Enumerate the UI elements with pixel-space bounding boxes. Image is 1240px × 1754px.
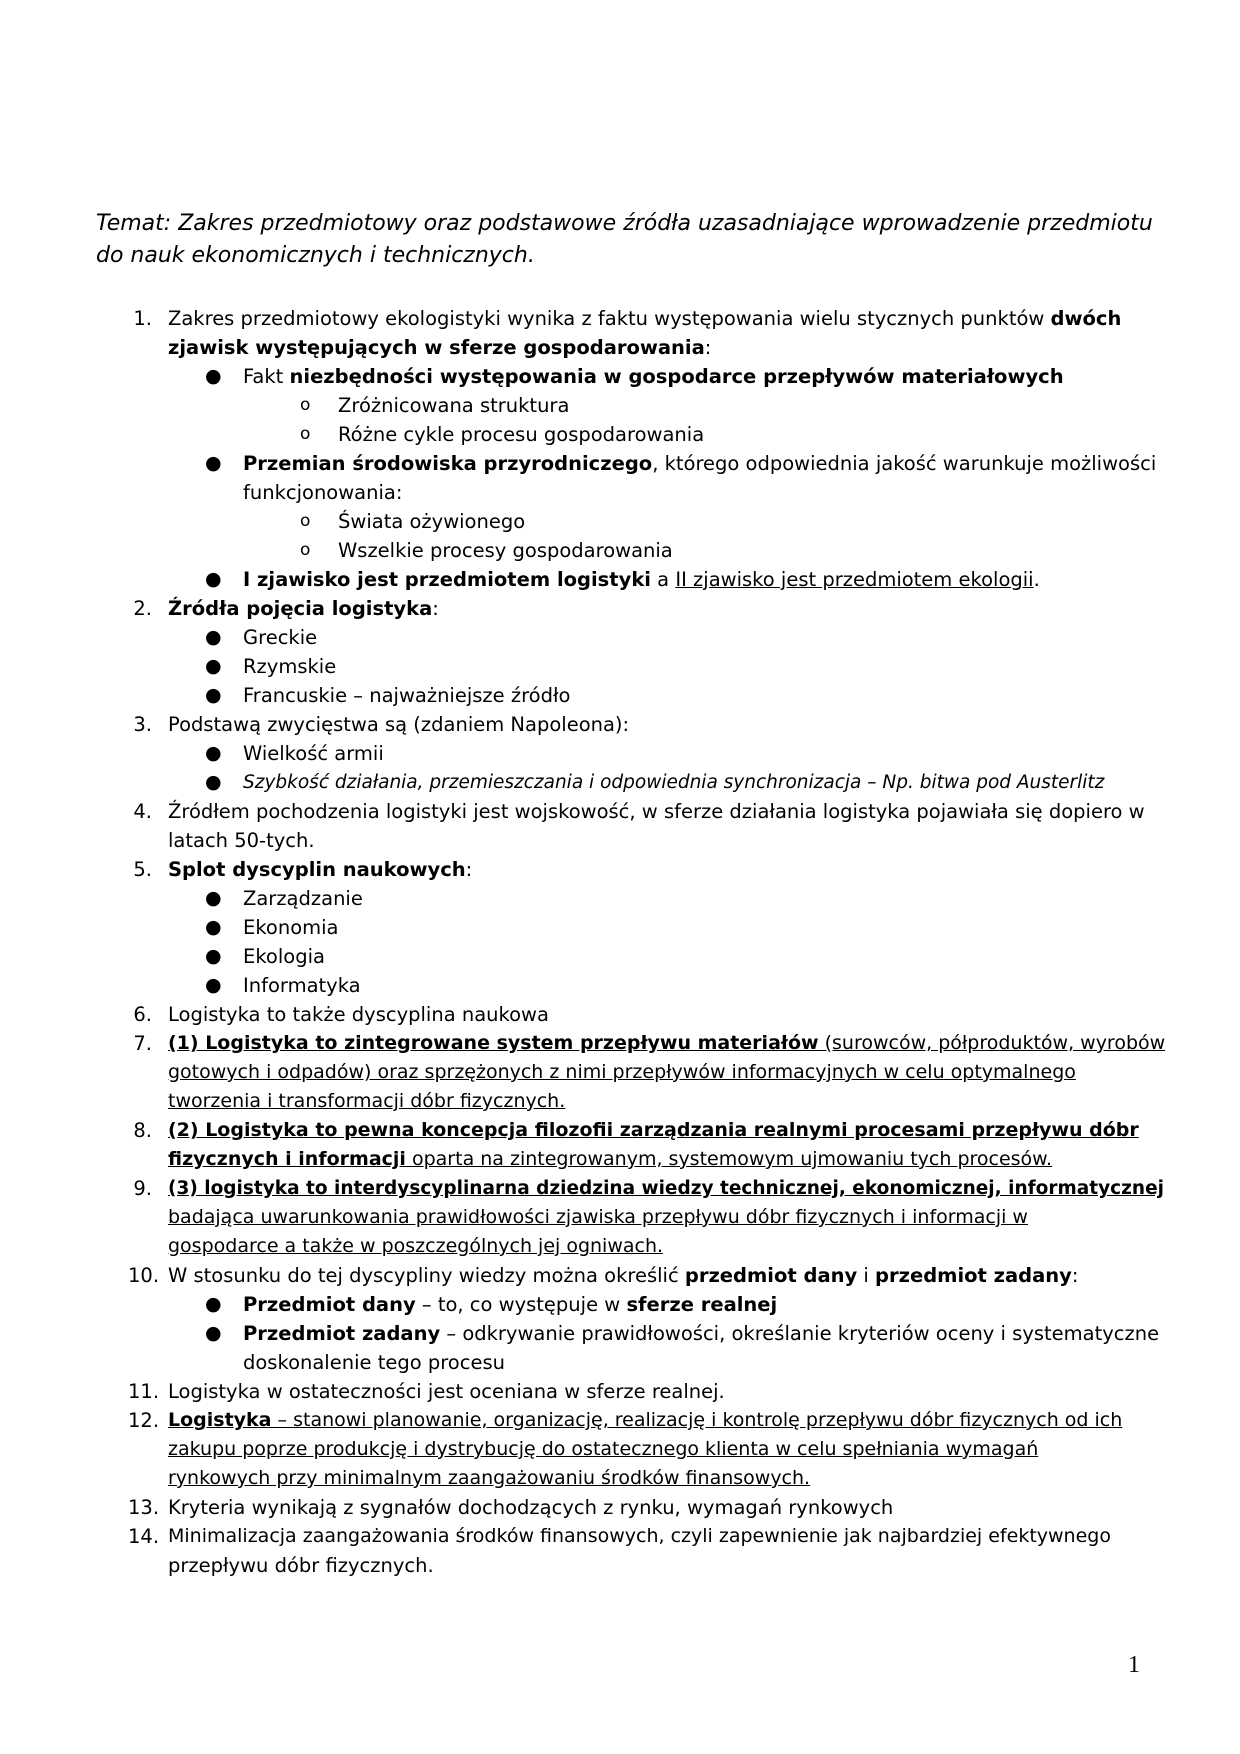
item-text: , którego odpowiednia jakość warunkuje możliwości bbox=[652, 452, 1157, 475]
item-text: : bbox=[704, 336, 712, 359]
item-text: Podstawą zwycięstwa są (zdaniem Napoleona): bbox=[168, 713, 630, 736]
item-number: 14. bbox=[128, 1525, 160, 1548]
item-text: – odkrywanie prawidłowości, określanie kryteriów oceny i systematyczne bbox=[440, 1322, 1160, 1345]
item-text: . bbox=[1033, 568, 1040, 591]
bullet-icon: ● bbox=[205, 1293, 222, 1315]
item-text-bold: przedmiot dany bbox=[684, 1264, 858, 1287]
item-text-bold: (2) Logistyka to pewna koncepcja filozofii zarządzania realnymi procesami przepływu dóbr bbox=[168, 1119, 1139, 1141]
item-text-bold: sferze realnej bbox=[626, 1293, 778, 1316]
item-text: Logistyka w ostateczności jest oceniana w sferze realnej. bbox=[168, 1380, 725, 1403]
item-text: Greckie bbox=[243, 626, 318, 649]
item-text-bold: Splot dyscyplin naukowych bbox=[168, 858, 466, 881]
item-text: Ekologia bbox=[243, 945, 325, 968]
bullet-icon: ● bbox=[205, 626, 222, 648]
item-text: Francuskie – najważniejsze źródło bbox=[243, 684, 571, 707]
bullet-icon: ● bbox=[205, 974, 222, 996]
item-text-bold: (1) Logistyka to zintegrowane system przepływu materiałów bbox=[168, 1032, 819, 1054]
page-number: 1 bbox=[1128, 1652, 1140, 1678]
bullet-icon: ● bbox=[205, 365, 222, 387]
item-text-italic: Szybkość działania, przemieszczania i odpowiednia synchronizacja – Np. bitwa pod Austerlitz bbox=[243, 772, 1105, 793]
item-number: 5. bbox=[133, 858, 152, 881]
item-text: Świata ożywionego bbox=[338, 510, 526, 533]
item-text: Wszelkie procesy gospodarowania bbox=[338, 539, 673, 562]
item-text: Logistyka to także dyscyplina naukowa bbox=[168, 1003, 549, 1026]
bullet-icon: ● bbox=[205, 452, 222, 474]
item-text: oparta na zintegrowanym, systemowym ujmowaniu tych procesów. bbox=[405, 1148, 1053, 1170]
item-text-underlined: badająca uwarunkowania prawidłowości zjawiska przepływu dóbr fizycznych i informacji w bbox=[168, 1206, 1028, 1228]
item-text: : bbox=[1071, 1264, 1079, 1287]
item-number: 9. bbox=[133, 1177, 152, 1200]
item-text-bold: dwóch bbox=[1050, 307, 1122, 330]
item-text-bold: Źródła pojęcia logistyka bbox=[168, 597, 433, 620]
item-text: (surowców, półproduktów, wyrobów bbox=[818, 1032, 1166, 1054]
bullet-icon: ● bbox=[205, 945, 222, 967]
item-text-underlined: gospodarce a także w poszczególnych jej ogniwach. bbox=[168, 1235, 664, 1257]
item-number: 4. bbox=[133, 800, 152, 823]
item-text-bold: zjawisk występujących w sferze gospodarowania bbox=[168, 336, 705, 359]
item-text: i bbox=[857, 1264, 876, 1287]
item-text: : bbox=[432, 597, 439, 620]
item-text-underlined: zakupu poprze produkcję i dystrybucję do ostatecznego klienta w celu spełniania wymagań bbox=[168, 1438, 1039, 1460]
item-text: – stanowi planowanie, organizację, realizację i kontrolę przepływu dóbr fizycznych od ich bbox=[271, 1409, 1123, 1431]
item-text: funkcjonowania: bbox=[243, 481, 403, 504]
circle-bullet-icon: o bbox=[300, 395, 311, 415]
item-text: Zróżnicowana struktura bbox=[338, 394, 570, 417]
item-number: 6. bbox=[133, 1003, 152, 1026]
item-number: 1. bbox=[133, 307, 152, 330]
item-text-underlined: tworzenia i transformacji dóbr fizycznych. bbox=[168, 1090, 566, 1112]
item-text-bold: przedmiot zadany bbox=[875, 1264, 1072, 1287]
page-title: Temat: Zakres przedmiotowy oraz podstawowe źródła uzasadniające wprowadzenie przedmiotu do nauk ekonomicznych i technicznych. bbox=[96, 211, 1153, 268]
item-text-underlined: gotowych i odpadów) oraz sprzężonych z nimi przepływów informacyjnych w celu optymalnego bbox=[168, 1061, 1076, 1083]
item-text-bold: fizycznych i informacji bbox=[168, 1148, 406, 1170]
item-number: 11. bbox=[128, 1380, 160, 1403]
item-number: 8. bbox=[133, 1119, 152, 1142]
item-number: 3. bbox=[133, 713, 152, 736]
circle-bullet-icon: o bbox=[300, 511, 311, 531]
item-text: latach 50-tych. bbox=[168, 829, 315, 852]
item-text: przepływu dóbr fizycznych. bbox=[168, 1554, 434, 1577]
item-text: Rzymskie bbox=[243, 655, 337, 678]
item-text-bold: Przedmiot zadany bbox=[243, 1322, 441, 1345]
bullet-icon: ● bbox=[205, 916, 222, 938]
item-number: 10. bbox=[128, 1264, 160, 1287]
item-text: Informatyka bbox=[243, 974, 361, 997]
item-text: Wielkość armii bbox=[243, 742, 384, 765]
item-text: W stosunku do tej dyscypliny wiedzy można określić bbox=[168, 1264, 685, 1287]
item-text: Minimalizacja zaangażowania środków finansowych, czyli zapewnienie jak najbardziej efektywnego bbox=[168, 1525, 1111, 1547]
item-text: Źródłem pochodzenia logistyki jest wojskowość, w sferze działania logistyka pojawiała się dopiero w bbox=[168, 800, 1145, 823]
bullet-icon: ● bbox=[205, 887, 222, 909]
item-text-underlined: rynkowych przy minimalnym zaangażowaniu środków finansowych. bbox=[168, 1467, 811, 1489]
bullet-icon: ● bbox=[205, 771, 222, 793]
item-text-bold: Logistyka bbox=[168, 1409, 272, 1431]
item-number: 2. bbox=[133, 597, 152, 620]
item-number: 12. bbox=[128, 1409, 160, 1432]
item-text-bold: (3) logistyka to interdyscyplinarna dziedzina wiedzy technicznej, ekonomicznej, informatycznej bbox=[168, 1178, 1164, 1199]
bullet-icon: ● bbox=[205, 655, 222, 677]
circle-bullet-icon: o bbox=[300, 540, 311, 560]
item-text: doskonalenie tego procesu bbox=[243, 1351, 505, 1374]
item-text-bold: I zjawisko jest przedmiotem logistyki bbox=[243, 568, 651, 591]
bullet-icon: ● bbox=[205, 742, 222, 764]
item-text: Ekonomia bbox=[243, 916, 339, 939]
item-text-bold: niezbędności występowania w gospodarce przepływów materiałowych bbox=[289, 365, 1064, 388]
item-number: 7. bbox=[133, 1032, 152, 1055]
item-text: Zakres przedmiotowy ekologistyki wynika z faktu występowania wielu stycznych punktów bbox=[168, 307, 1051, 330]
circle-bullet-icon: o bbox=[300, 424, 311, 444]
bullet-icon: ● bbox=[205, 568, 222, 590]
item-number: 13. bbox=[128, 1496, 160, 1519]
item-text: a bbox=[650, 568, 676, 591]
item-text: Fakt bbox=[243, 365, 290, 388]
item-text: Kryteria wynikają z sygnałów dochodzących z rynku, wymagań rynkowych bbox=[168, 1496, 894, 1519]
item-text: Zarządzanie bbox=[243, 887, 363, 910]
bullet-icon: ● bbox=[205, 684, 222, 706]
item-text: Różne cykle procesu gospodarowania bbox=[338, 423, 705, 446]
item-text-underlined: II zjawisko jest przedmiotem ekologii bbox=[675, 568, 1034, 591]
item-text: – to, co występuje w bbox=[415, 1293, 627, 1316]
item-text-bold: Przedmiot dany bbox=[243, 1293, 416, 1316]
bullet-icon: ● bbox=[205, 1322, 222, 1344]
item-text: : bbox=[465, 858, 473, 881]
item-text-bold: Przemian środowiska przyrodniczego bbox=[243, 452, 653, 475]
